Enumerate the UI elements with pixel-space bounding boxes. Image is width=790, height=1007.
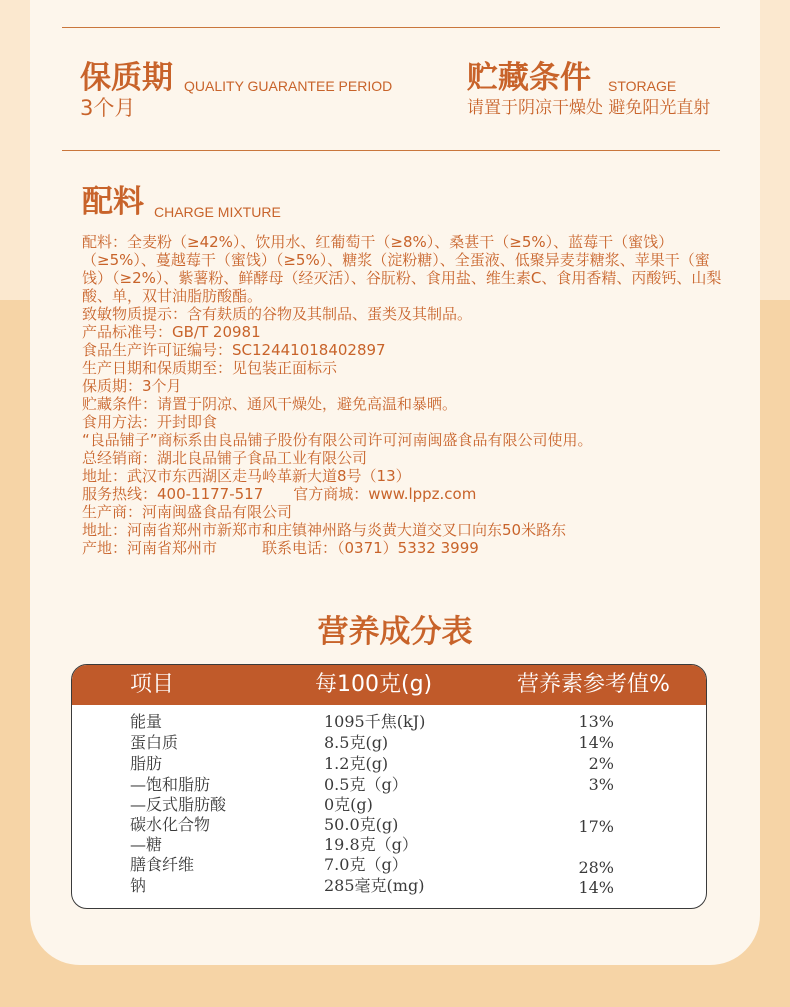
row-amount: 1095千焦(kJ) — [324, 712, 426, 731]
distributor-line: 总经销商：湖北良品铺子食品工业有限公司 — [82, 449, 368, 467]
shelf-life-title: 保质期 — [80, 60, 173, 96]
row-label: —饱和脂肪 — [130, 775, 211, 794]
row-label: 膳食纤维 — [130, 855, 195, 874]
nutrition-title: 营养成分表 — [317, 614, 473, 650]
distributor-address: 地址：武汉市东西湖区走马岭革新大道8号（13） — [82, 467, 411, 485]
production-date: 生产日期和保质期至：见包装正面标示 — [82, 359, 338, 377]
shelf-life-title-en: QUALITY GUARANTEE PERIOD — [184, 78, 393, 94]
row-label: —糖 — [130, 835, 163, 854]
row-label: 碳水化合物 — [130, 815, 211, 834]
header-per-100g: 每100克(g) — [315, 672, 433, 697]
usage-line: 食用方法：开封即食 — [82, 413, 218, 431]
divider-top — [62, 27, 720, 28]
row-nrv: 2% — [588, 754, 614, 773]
ingredients-title: 配料 — [82, 184, 144, 220]
row-label: —反式脂肪酸 — [130, 795, 227, 814]
row-label: 蛋白质 — [130, 733, 179, 752]
manufacturer-address: 地址：河南省郑州市新郑市和庄镇神州路与炎黄大道交叉口向东50米路东 — [82, 521, 567, 539]
row-label: 能量 — [130, 712, 163, 731]
ingredients-title-en: CHARGE MIXTURE — [154, 204, 281, 220]
row-nrv: 3% — [588, 775, 614, 794]
nutrition-table — [71, 664, 707, 909]
storage-title-en: STORAGE — [608, 78, 677, 94]
header-nrv: 营养素参考值% — [517, 672, 670, 697]
header-item: 项目 — [130, 672, 175, 697]
row-nrv: 28% — [578, 858, 614, 877]
ingredients-text — [82, 233, 728, 557]
row-amount: 1.2克(g) — [324, 754, 389, 773]
shelf-life-line: 保质期：3个月 — [82, 377, 182, 395]
row-amount: 0克(g) — [324, 795, 373, 814]
row-amount: 285毫克(mg) — [324, 876, 425, 895]
row-amount: 8.5克(g) — [324, 733, 389, 752]
standard-number: 产品标准号：GB/T 20981 — [82, 323, 261, 341]
row-nrv: 17% — [578, 817, 614, 836]
row-nrv: 14% — [578, 878, 614, 897]
row-amount: 19.8克（g） — [324, 835, 418, 854]
row-amount: 50.0克(g) — [324, 815, 399, 834]
manufacturer-line: 生产商：河南闽盛食品有限公司 — [82, 503, 293, 521]
storage-line: 贮藏条件：请置于阴凉、通风干燥处，避免高温和暴晒。 — [82, 395, 458, 413]
ingredients-line: 配料：全麦粉（≥42%）、饮用水、红葡萄干（≥8%）、桑葚干（≥5%）、蓝莓干（蜜饯） — [82, 233, 674, 251]
storage-title: 贮藏条件 — [467, 60, 591, 96]
shelf-life-value: 3个月 — [80, 96, 136, 120]
storage-value: 请置于阴凉干燥处 避免阳光直射 — [467, 98, 711, 118]
allergen-notice: 致敏物质提示：含有麸质的谷物及其制品、蛋类及其制品。 — [82, 305, 473, 323]
row-nrv: 14% — [578, 733, 614, 752]
row-nrv: 13% — [578, 712, 614, 731]
ingredients-line: （≥5%）、蔓越莓干（蜜饯）（≥5%）、糖浆（淀粉糖）、全蛋液、低聚异麦芽糖浆、苹果干（蜜饯）（≥2%）、紫薯粉、鲜酵母（经灭活）、谷朊粉、食用盐、维生素C、食用香精、丙酸钙、山梨酸、单，双甘油脂肪酸酯。 — [82, 251, 722, 305]
row-amount: 7.0克（g） — [324, 855, 408, 874]
service-line: 服务热线：400-1177-517 官方商城：www.lppz.com — [82, 485, 477, 503]
nutrition-table-header — [72, 665, 706, 705]
row-label: 脂肪 — [130, 754, 163, 773]
row-amount: 0.5克（g） — [324, 775, 408, 794]
license-number: 食品生产许可证编号：SC12441018402897 — [82, 341, 386, 359]
row-label: 钠 — [130, 876, 147, 895]
trademark-line: “良品铺子”商标系由良品铺子股份有限公司许可河南闽盛食品有限公司使用。 — [82, 431, 593, 449]
divider-middle — [62, 150, 720, 151]
origin-line: 产地：河南省郑州市 联系电话：（0371）5332 3999 — [82, 539, 479, 557]
